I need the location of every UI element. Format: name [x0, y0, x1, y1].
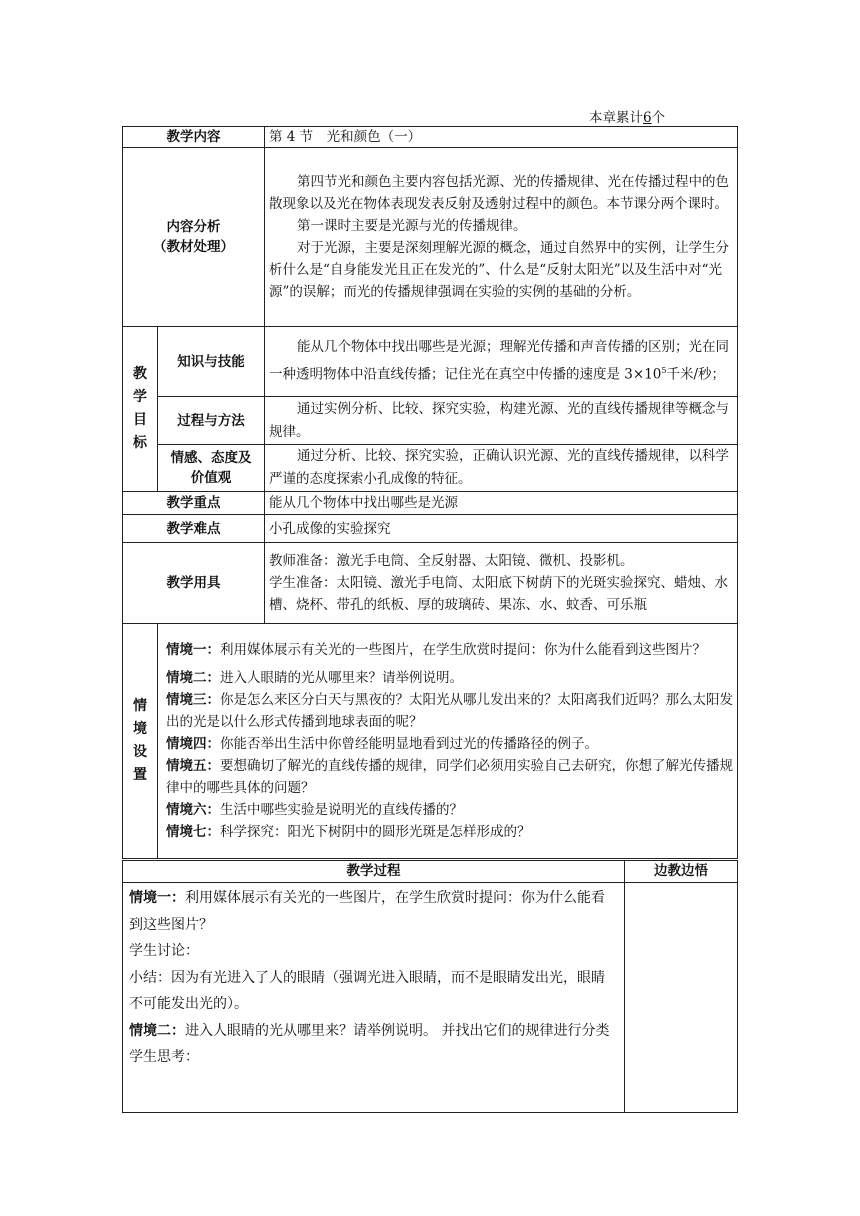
process-method-text: [265, 397, 738, 445]
side-notes-cell: [625, 883, 738, 1113]
analysis-paragraph: 第四节光和颜色主要内容包括光源、光的传播规律、光在传播过程中的色散现象以及光在物体表现发表反射及透射过程中的颜色。本节课分两个课时。: [269, 174, 729, 212]
content-label: 教学内容: [123, 127, 265, 148]
process-body-row: [123, 883, 738, 1113]
process-think: 学生思考：: [129, 1049, 199, 1065]
knowledge-text-main: 能从几个物体中找出哪些是光源；理解光传播和声音传播的区别；光在同一种透明物体中沿直线传播；记住光在真空中传播的速度是 3×10: [269, 339, 729, 383]
analysis-label-line2: （教材处理）: [153, 239, 234, 255]
analysis-label: [123, 148, 265, 327]
analysis-text: [265, 148, 738, 327]
knowledge-text-unit: 千米/秒；: [666, 366, 726, 383]
situation-label: 情境二：: [166, 670, 220, 686]
goals-label-char: 教: [133, 366, 147, 382]
situation-text: 进入人眼睛的光从哪里来？请举例说明。: [220, 670, 463, 686]
process-method-paragraph: 通过实例分析、比较、探究实验，构建光源、光的直线传播规律等概念与规律。: [269, 400, 729, 440]
process-header: 教学过程: [123, 861, 625, 883]
tools-student: 学生准备：太阳镜、激光手电筒、太阳底下树荫下的光斑实验探究、蜡烛、水槽、烧杯、带孔的纸板、厚的玻璃砖、果冻、水、蚊香、可乐瓶: [269, 575, 728, 613]
goals-label-char: 目: [133, 412, 147, 428]
situation-label: 情境三：: [166, 692, 220, 708]
situation-text: 你是怎么来区分白天与黑夜的？太阳光从哪儿发出来的？太阳离我们近吗？那么太阳发出的光是以什么形式传播到地球表面的呢？: [166, 692, 733, 730]
emotion-paragraph: 通过分析、比较、探究实验，正确认识光源、光的直线传播规律，以科学严谨的态度探索小孔成像的特征。: [269, 448, 729, 487]
situation-text: 你能否举出生活中你曾经能明显地看到过光的传播路径的例子。: [220, 736, 598, 752]
situation-item: [162, 639, 733, 661]
situation-item: [162, 689, 733, 733]
situations-list: [158, 624, 738, 859]
analysis-paragraph: 对于光源，主要是深刻理解光源的概念，通过自然界中的实例，让学生分析什么是“自身能发光且正在发光的”、什么是“反射太阳光”以及生活中对“光源”的误解；而光的传播规律强调在实验的实例的基础的分析。: [269, 240, 729, 300]
situations-label-char: 设: [133, 744, 147, 760]
process-situation-1: [129, 885, 618, 938]
process-situation-label: 情境二：: [129, 1022, 185, 1039]
chapter-count: [589, 106, 665, 126]
chapter-count-label: 本章累计: [589, 110, 643, 126]
situation-text: 要想确切了解光的直线传播的规律，同学们必须用实验自己去研究，你想了解光传播规律中的哪些具体的问题？: [166, 758, 733, 796]
process-situation-2: [129, 1018, 618, 1045]
row-analysis: [123, 148, 738, 327]
row-tools: [123, 543, 738, 624]
situations-label-char: 境: [133, 721, 147, 737]
key-point-label: 教学重点: [123, 492, 265, 515]
process-method-label: 过程与方法: [158, 397, 265, 445]
key-point-value: 能从几个物体中找出哪些是光源: [265, 492, 738, 515]
situation-text: 科学探究：阳光下树阴中的圆形光斑是怎样形成的？: [220, 824, 531, 840]
situation-item: [162, 667, 733, 689]
situations-label-char: 置: [133, 767, 147, 783]
content-value: 第 4 节 光和颜色（一）: [265, 127, 738, 148]
difficulty-value: 小孔成像的实验探究: [265, 515, 738, 543]
goals-label-char: 标: [133, 435, 147, 451]
situation-label: 情境五：: [166, 758, 220, 774]
process-header-row: [123, 861, 738, 883]
process-situation-label: 情境一：: [129, 890, 185, 906]
knowledge-text: [265, 327, 738, 397]
analysis-label-line1: 内容分析: [166, 219, 221, 235]
process-summary: 小结：因为有光进入了人的眼睛（强调光进入眼睛，而不是眼睛发出光，眼睛不可能发出光的）。: [129, 969, 605, 1012]
situation-text: 利用媒体展示有关光的一些图片，在学生欣赏时提问：你为什么能看到这些图片？: [220, 642, 706, 658]
row-difficulty: [123, 515, 738, 543]
row-goal-knowledge: [123, 327, 738, 397]
difficulty-label: 教学难点: [123, 515, 265, 543]
emotion-text: [265, 445, 738, 492]
process-table: [122, 860, 738, 1113]
process-discuss: 学生讨论：: [129, 943, 199, 959]
chapter-count-unit: 个: [651, 110, 666, 126]
goals-label-char: 学: [133, 389, 147, 405]
goals-label: [123, 327, 158, 492]
emotion-label-line1: 情感、态度及: [170, 450, 252, 466]
row-goal-process: [123, 397, 738, 445]
process-situation-text: 利用媒体展示有关光的一些图片，在学生欣赏时提问：你为什么能看到这些图片？: [129, 890, 605, 933]
situation-text: 生活中哪些实验是说明光的直线传播的？: [220, 802, 463, 818]
chapter-count-value: 6: [643, 110, 652, 126]
situation-item: [162, 755, 733, 799]
tools-teacher: 教师准备：激光手电筒、全反射器、太阳镜、微机、投影机。: [269, 553, 634, 569]
emotion-label: [158, 445, 265, 492]
process-body: [123, 883, 625, 1113]
row-goal-emotion: [123, 445, 738, 492]
situation-label: 情境四：: [166, 736, 220, 752]
knowledge-exponent: 5: [661, 366, 667, 376]
situations-label-char: 情: [133, 698, 147, 714]
lesson-plan-table: [122, 126, 738, 859]
situation-item: [162, 799, 733, 821]
row-key-point: [123, 492, 738, 515]
process-situation-text: 进入人眼睛的光从哪里来？请举例说明。 并找出它们的规律进行分类: [185, 1022, 610, 1039]
situation-item: [162, 821, 733, 843]
tools-text: [265, 543, 738, 624]
tools-label: 教学用具: [123, 543, 265, 624]
row-situations: [123, 624, 738, 859]
situation-item: [162, 733, 733, 755]
emotion-label-line2: 价值观: [190, 470, 232, 486]
situation-label: 情境六：: [166, 802, 220, 818]
situation-label: 情境七：: [166, 824, 220, 840]
side-notes-header: 边教边悟: [625, 861, 738, 883]
analysis-paragraph: 第一课时主要是光源与光的传播规律。: [297, 218, 527, 234]
situations-label: [123, 624, 158, 859]
knowledge-label: 知识与技能: [158, 327, 265, 397]
row-content: [123, 127, 738, 148]
situation-label: 情境一：: [166, 642, 220, 658]
